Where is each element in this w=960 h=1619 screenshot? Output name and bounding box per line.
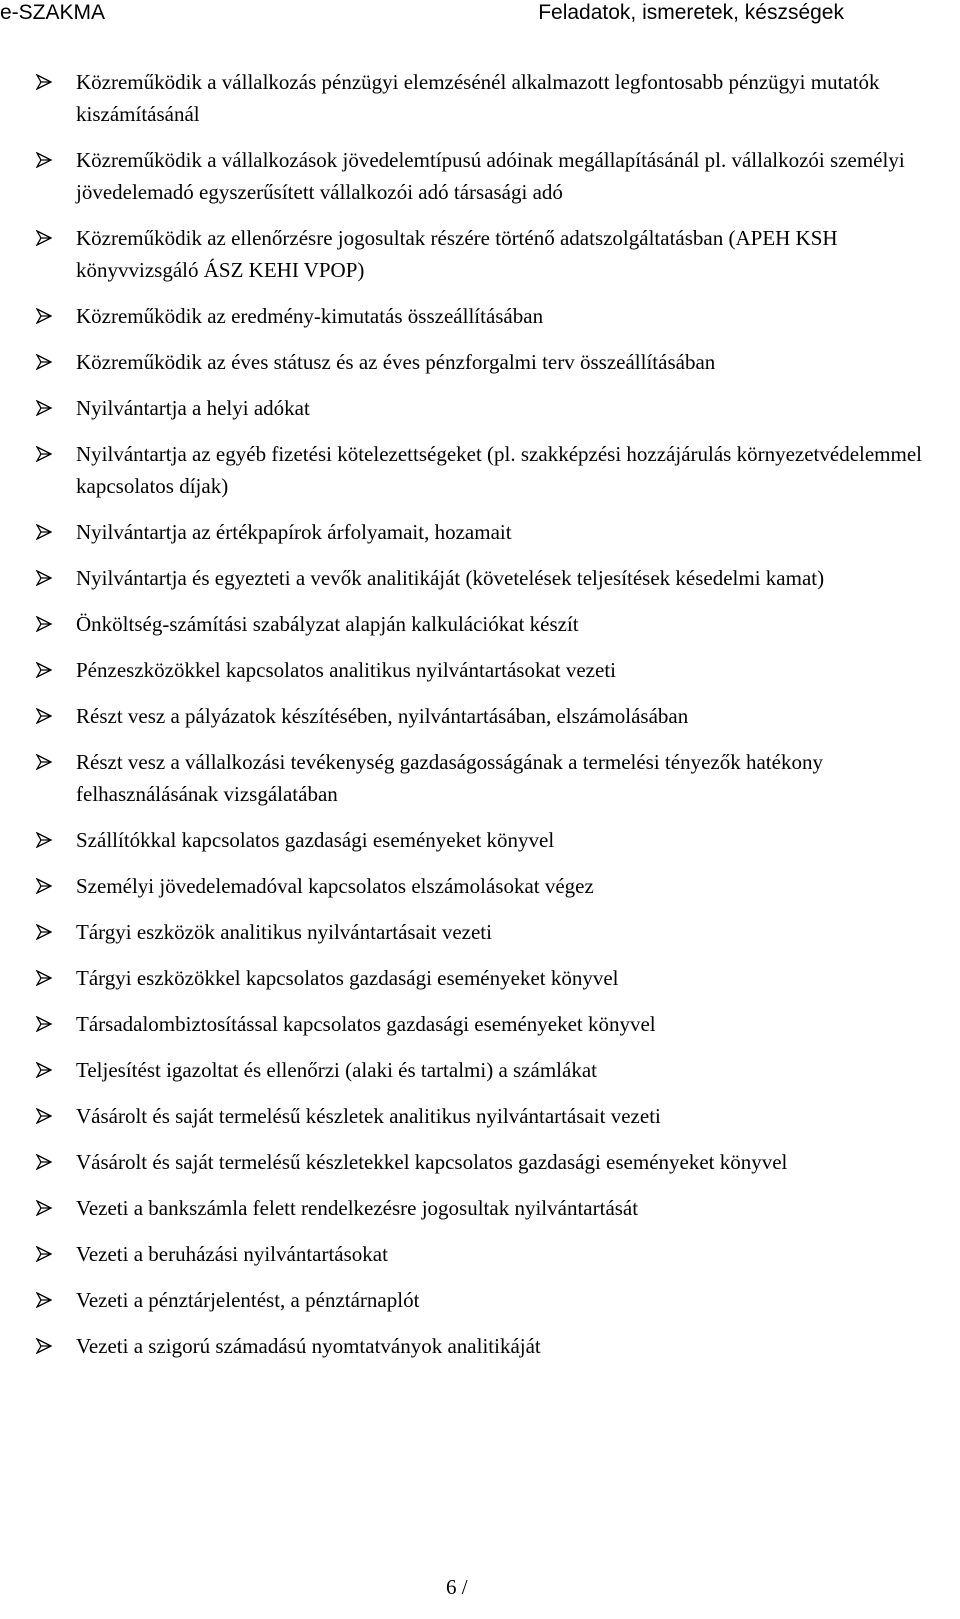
list-item xyxy=(36,870,936,902)
list-item-text: Tárgyi eszközökkel kapcsolatos gazdasági eseményeket könyvel xyxy=(76,966,619,990)
list-item xyxy=(36,1146,936,1178)
list-item-text: Önköltség-számítási szabályzat alapján kalkulációkat készít xyxy=(76,612,579,636)
list-item-text: Tárgyi eszközök analitikus nyilvántartásait vezeti xyxy=(76,920,492,944)
arrowhead-bullet-icon xyxy=(36,1292,52,1308)
list-item xyxy=(36,1054,936,1086)
list-item xyxy=(36,1284,936,1316)
arrowhead-bullet-icon xyxy=(36,1016,52,1032)
list-item-text: Közreműködik az éves státusz és az éves pénzforgalmi terv összeállításában xyxy=(76,350,716,374)
arrowhead-bullet-icon xyxy=(36,74,52,90)
arrowhead-bullet-icon xyxy=(36,524,52,540)
arrowhead-bullet-icon xyxy=(36,308,52,324)
arrowhead-bullet-icon xyxy=(36,152,52,168)
list-item-text: Vásárolt és saját termelésű készletek analitikus nyilvántartásait vezeti xyxy=(76,1104,661,1128)
arrowhead-bullet-icon xyxy=(36,1154,52,1170)
list-item xyxy=(36,824,936,856)
list-item-text: Közreműködik az eredmény-kimutatás összeállításában xyxy=(76,304,544,328)
list-item-text: Közreműködik az ellenőrzésre jogosultak részére történő adatszolgáltatásban (APEH KSH könyvvizsgáló ÁSZ KEHI VPOP) xyxy=(76,226,838,282)
list-item-text: Részt vesz a pályázatok készítésében, nyilvántartásában, elszámolásában xyxy=(76,704,689,728)
list-item xyxy=(36,1100,936,1132)
list-item-text: Vásárolt és saját termelésű készletekkel kapcsolatos gazdasági eseményeket könyvel xyxy=(76,1150,788,1174)
list-item-text: Vezeti a bankszámla felett rendelkezésre jogosultak nyilvántartását xyxy=(76,1196,639,1220)
list-item-text: Közreműködik a vállalkozások jövedelemtípusú adóinak megállapításánál pl. vállalkozói személyi jövedelemadó egyszerűsített vállalkozói adó társasági adó xyxy=(76,148,905,204)
arrowhead-bullet-icon xyxy=(36,708,52,724)
list-item-text: Pénzeszközökkel kapcsolatos analitikus nyilvántartásokat vezeti xyxy=(76,658,616,682)
list-item xyxy=(36,654,936,686)
header-site-name: e-SZAKMA xyxy=(0,1,106,24)
list-item xyxy=(36,222,936,286)
list-item xyxy=(36,392,936,424)
arrowhead-bullet-icon xyxy=(36,616,52,632)
list-item xyxy=(36,1330,936,1362)
list-item xyxy=(36,962,936,994)
list-item xyxy=(36,562,936,594)
list-item-text: Nyilvántartja és egyezteti a vevők analitikáját (követelések teljesítések késedelmi kamat) xyxy=(76,566,825,590)
list-item xyxy=(36,346,936,378)
list-item xyxy=(36,1238,936,1270)
header-section-title: Feladatok, ismeretek, készségek xyxy=(538,1,844,24)
list-item xyxy=(36,1008,936,1040)
arrowhead-bullet-icon xyxy=(36,662,52,678)
list-item-text: Nyilvántartja a helyi adókat xyxy=(76,396,310,420)
arrowhead-bullet-icon xyxy=(36,230,52,246)
list-item xyxy=(36,746,936,810)
list-item xyxy=(36,700,936,732)
list-item-text: Személyi jövedelemadóval kapcsolatos elszámolásokat végez xyxy=(76,874,594,898)
arrowhead-bullet-icon xyxy=(36,924,52,940)
arrowhead-bullet-icon xyxy=(36,446,52,462)
list-item-text: Nyilvántartja az értékpapírok árfolyamait, hozamait xyxy=(76,520,512,544)
arrowhead-bullet-icon xyxy=(36,1200,52,1216)
arrowhead-bullet-icon xyxy=(36,570,52,586)
list-item xyxy=(36,300,936,332)
arrowhead-bullet-icon xyxy=(36,1246,52,1262)
list-item-text: Vezeti a beruházási nyilvántartásokat xyxy=(76,1242,388,1266)
arrowhead-bullet-icon xyxy=(36,878,52,894)
arrowhead-bullet-icon xyxy=(36,354,52,370)
list-item xyxy=(36,608,936,640)
list-item xyxy=(36,916,936,948)
arrowhead-bullet-icon xyxy=(36,400,52,416)
list-item xyxy=(36,516,936,548)
task-list xyxy=(36,66,936,1376)
list-item xyxy=(36,66,936,130)
page-number: 6 / xyxy=(446,1575,468,1599)
arrowhead-bullet-icon xyxy=(36,1108,52,1124)
arrowhead-bullet-icon xyxy=(36,970,52,986)
list-item-text: Társadalombiztosítással kapcsolatos gazdasági eseményeket könyvel xyxy=(76,1012,656,1036)
list-item-text: Szállítókkal kapcsolatos gazdasági eseményeket könyvel xyxy=(76,828,555,852)
list-item-text: Vezeti a szigorú számadású nyomtatványok analitikáját xyxy=(76,1334,541,1358)
list-item xyxy=(36,1192,936,1224)
list-item-text: Teljesítést igazoltat és ellenőrzi (alaki és tartalmi) a számlákat xyxy=(76,1058,597,1082)
arrowhead-bullet-icon xyxy=(36,832,52,848)
list-item xyxy=(36,144,936,208)
list-item xyxy=(36,438,936,502)
list-item-text: Nyilvántartja az egyéb fizetési kötelezettségeket (pl. szakképzési hozzájárulás környezetvédelemmel kapcsolatos díjak) xyxy=(76,442,923,498)
page-header xyxy=(0,0,960,30)
list-item-text: Vezeti a pénztárjelentést, a pénztárnaplót xyxy=(76,1288,420,1312)
arrowhead-bullet-icon xyxy=(36,754,52,770)
arrowhead-bullet-icon xyxy=(36,1338,52,1354)
list-item-text: Közreműködik a vállalkozás pénzügyi elemzésénél alkalmazott legfontosabb pénzügyi mutatók kiszámításánál xyxy=(76,70,880,126)
arrowhead-bullet-icon xyxy=(36,1062,52,1078)
list-item-text: Részt vesz a vállalkozási tevékenység gazdaságosságának a termelési tényezők hatékony felhasználásának vizsgálatában xyxy=(76,750,823,806)
